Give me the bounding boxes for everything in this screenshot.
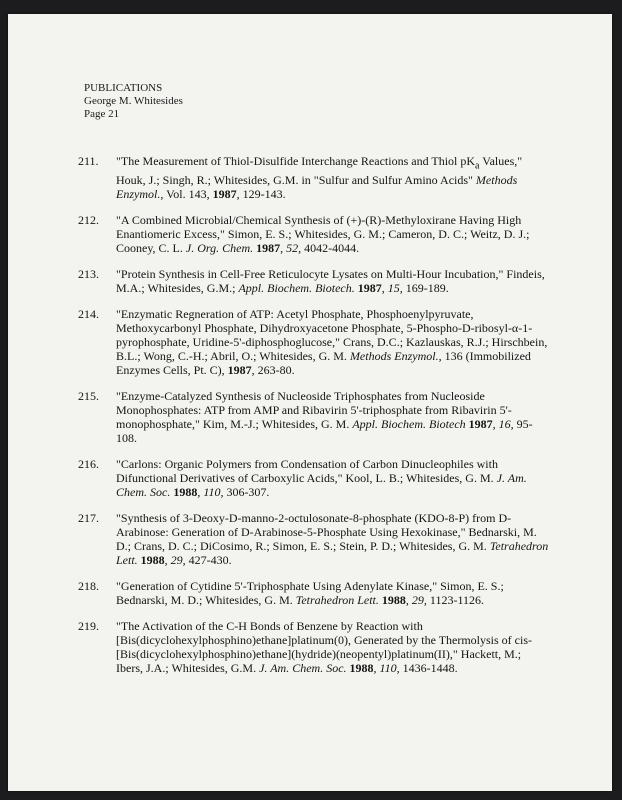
entry-number: 215. (78, 389, 99, 404)
publication-entry (78, 267, 550, 295)
citation-text: 427-430. (185, 553, 232, 568)
entry-number: 218. (78, 579, 99, 594)
entry-citation (116, 213, 550, 255)
citation-text: , 263-80. (251, 363, 295, 378)
publication-entry (78, 619, 550, 675)
citation-text: 15, (387, 281, 403, 296)
publication-entry (78, 579, 550, 607)
citation-text: Methods Enzymol., (116, 173, 518, 202)
citation-text: "Generation of Cytidine 5'-Triphosphate Using Adenylate Kinase," Simon, E. S.; Bednarski, M. D.; Whitesides, G. M. (116, 579, 504, 608)
citation-text: "Enzyme-Catalyzed Synthesis of Nucleoside Triphosphates from Nucleoside Monophosphates: ATP from AMP and Ribavirin 5'-triphosphate from Ribavirin 5'-monophosphate," Kim, M.-J.; Whitesides, G. M. (116, 389, 512, 432)
citation-text: "Synthesis of 3-Deoxy-D-manno-2-octulosonate-8-phosphate (KDO-8-P) from D-Arabinose: Generation of D-Arabinose-5-Phosphate Using Hexokinase," Bednarski, M. D.; Crans, D. C.; DiCosimo, R.; Simon, E. S.; Stein, P. D.; Whitesides, G. M. (116, 511, 537, 554)
citation-text: J. Am. Chem. Soc. (259, 661, 347, 676)
entry-number: 217. (78, 511, 99, 526)
citation-text: 1987 (468, 417, 493, 432)
publication-entry (78, 213, 550, 255)
entry-number: 213. (78, 267, 99, 282)
entry-citation (116, 154, 550, 201)
publication-entry (78, 389, 550, 445)
citation-text: "The Measurement of Thiol-Disulfide Interchange Reactions and Thiol pK (116, 154, 476, 168)
citation-text: 1988 (349, 661, 374, 676)
citation-text: 136 (Immobilized Enzymes Cells, Pt. C), (116, 349, 531, 378)
entry-number: 212. (78, 213, 99, 228)
citation-text: Tetrahedron Lett. (116, 539, 549, 568)
citation-text: , (280, 241, 287, 256)
publication-entry (78, 154, 550, 201)
citation-text: , (197, 485, 204, 500)
entry-citation (116, 267, 550, 295)
citation-text: a (475, 160, 480, 172)
citation-text: 16, (498, 417, 514, 432)
citation-text: 95-108. (116, 417, 533, 446)
entry-citation (116, 457, 550, 499)
citation-text: 29, (411, 593, 427, 608)
citation-text: Appl. Biochem. Biotech. (238, 281, 355, 296)
citation-text: 306-307. (223, 485, 270, 500)
citation-text: J. Am. Chem. Soc. (116, 471, 527, 500)
publication-list (78, 154, 550, 687)
citation-text: 1987 (256, 241, 281, 256)
citation-text: 110, (379, 661, 400, 676)
citation-text: 1988 (381, 593, 406, 608)
citation-text: 169-189. (402, 281, 449, 296)
citation-text: 29, (170, 553, 186, 568)
entry-citation (116, 619, 550, 675)
citation-text: 1436-1448. (399, 661, 458, 676)
citation-text: Methods Enzymol., (349, 349, 442, 364)
citation-text: , (405, 593, 412, 608)
citation-text: Vol. 143, (163, 187, 213, 202)
citation-text: Values," Houk, J.; Singh, R.; Whitesides, G.M. in "Sulfur and Sulfur Amino Acids" (116, 154, 523, 188)
entry-number: 214. (78, 307, 99, 322)
publication-entry (78, 307, 550, 377)
citation-text: Tetrahedron Lett. (295, 593, 379, 608)
header-page-number: Page 21 (84, 108, 120, 120)
citation-text: "The Activation of the C-H Bonds of Benzene by Reaction with [Bis(dicyclohexylphosphino)ethane]platinum(0), Generated by the Thermolysis of cis-[Bis(dicyclohexylphosphino)ethane](hydride)(neopentyl)platinum(II)," Hackett, M.; Ibers, J.A.; Whitesides, G.M. (116, 619, 533, 676)
citation-text: Appl. Biochem. Biotech (352, 417, 466, 432)
page-header (84, 82, 183, 121)
entry-number: 216. (78, 457, 99, 472)
citation-text: 1988 (173, 485, 198, 500)
citation-text: 110, (203, 485, 224, 500)
publication-entry (78, 511, 550, 567)
citation-text: , (164, 553, 171, 568)
citation-text: , (373, 661, 380, 676)
entry-citation (116, 511, 550, 567)
header-title: PUBLICATIONS (84, 82, 163, 94)
entry-citation (116, 389, 550, 445)
citation-text: J. Org. Chem. (185, 241, 254, 256)
citation-text: 1987 (212, 187, 237, 202)
citation-text: 1988 (140, 553, 165, 568)
citation-text: "Carlons: Organic Polymers from Condensation of Carbon Dinucleophiles with Difunctional Derivatives of Carboxylic Acids," Kool, L. B.; Whitesides, G. M. (116, 457, 498, 486)
entry-number: 219. (78, 619, 99, 634)
citation-text: , 129-143. (236, 187, 286, 202)
citation-text: 4042-4044. (301, 241, 360, 256)
citation-text: 1123-1126. (426, 593, 484, 608)
citation-text: "Protein Synthesis in Cell-Free Reticulocyte Lysates on Multi-Hour Incubation," Findeis, M.A.; Whitesides, G.M.; (116, 267, 545, 296)
citation-text: 1987 (227, 363, 252, 378)
citation-text: 1987 (357, 281, 382, 296)
entry-citation (116, 579, 550, 607)
document-page (8, 14, 612, 791)
entry-citation (116, 307, 550, 377)
citation-text: , (381, 281, 388, 296)
citation-text: , (492, 417, 499, 432)
citation-text: 52, (286, 241, 302, 256)
citation-text: "Enzymatic Regneration of ATP: Acetyl Phosphate, Phosphoenylpyruvate, Methoxycarbonyl Phosphate, Dihydroxyacetone Phosphate, 5-Phospho-D-ribosyl-α-1-pyrophosphate, Uridine-5'-diphosphoglucose," Crans, D.C.; Kazlauskas, R.J.; Hirschbein, B.L.; Wong, C.-H.; Abril, O.; Whitesides, G. M. (116, 307, 548, 364)
citation-text: "A Combined Microbial/Chemical Synthesis of (+)-(R)-Methyloxirane Having High Enantiomeric Excess," Simon, E. S.; Whitesides, G. M.; Cameron, D. C.; Weitz, D. J.; Cooney, C. L. (116, 213, 530, 256)
publication-entry (78, 457, 550, 499)
entry-number: 211. (78, 154, 99, 168)
header-author: George M. Whitesides (84, 95, 183, 107)
